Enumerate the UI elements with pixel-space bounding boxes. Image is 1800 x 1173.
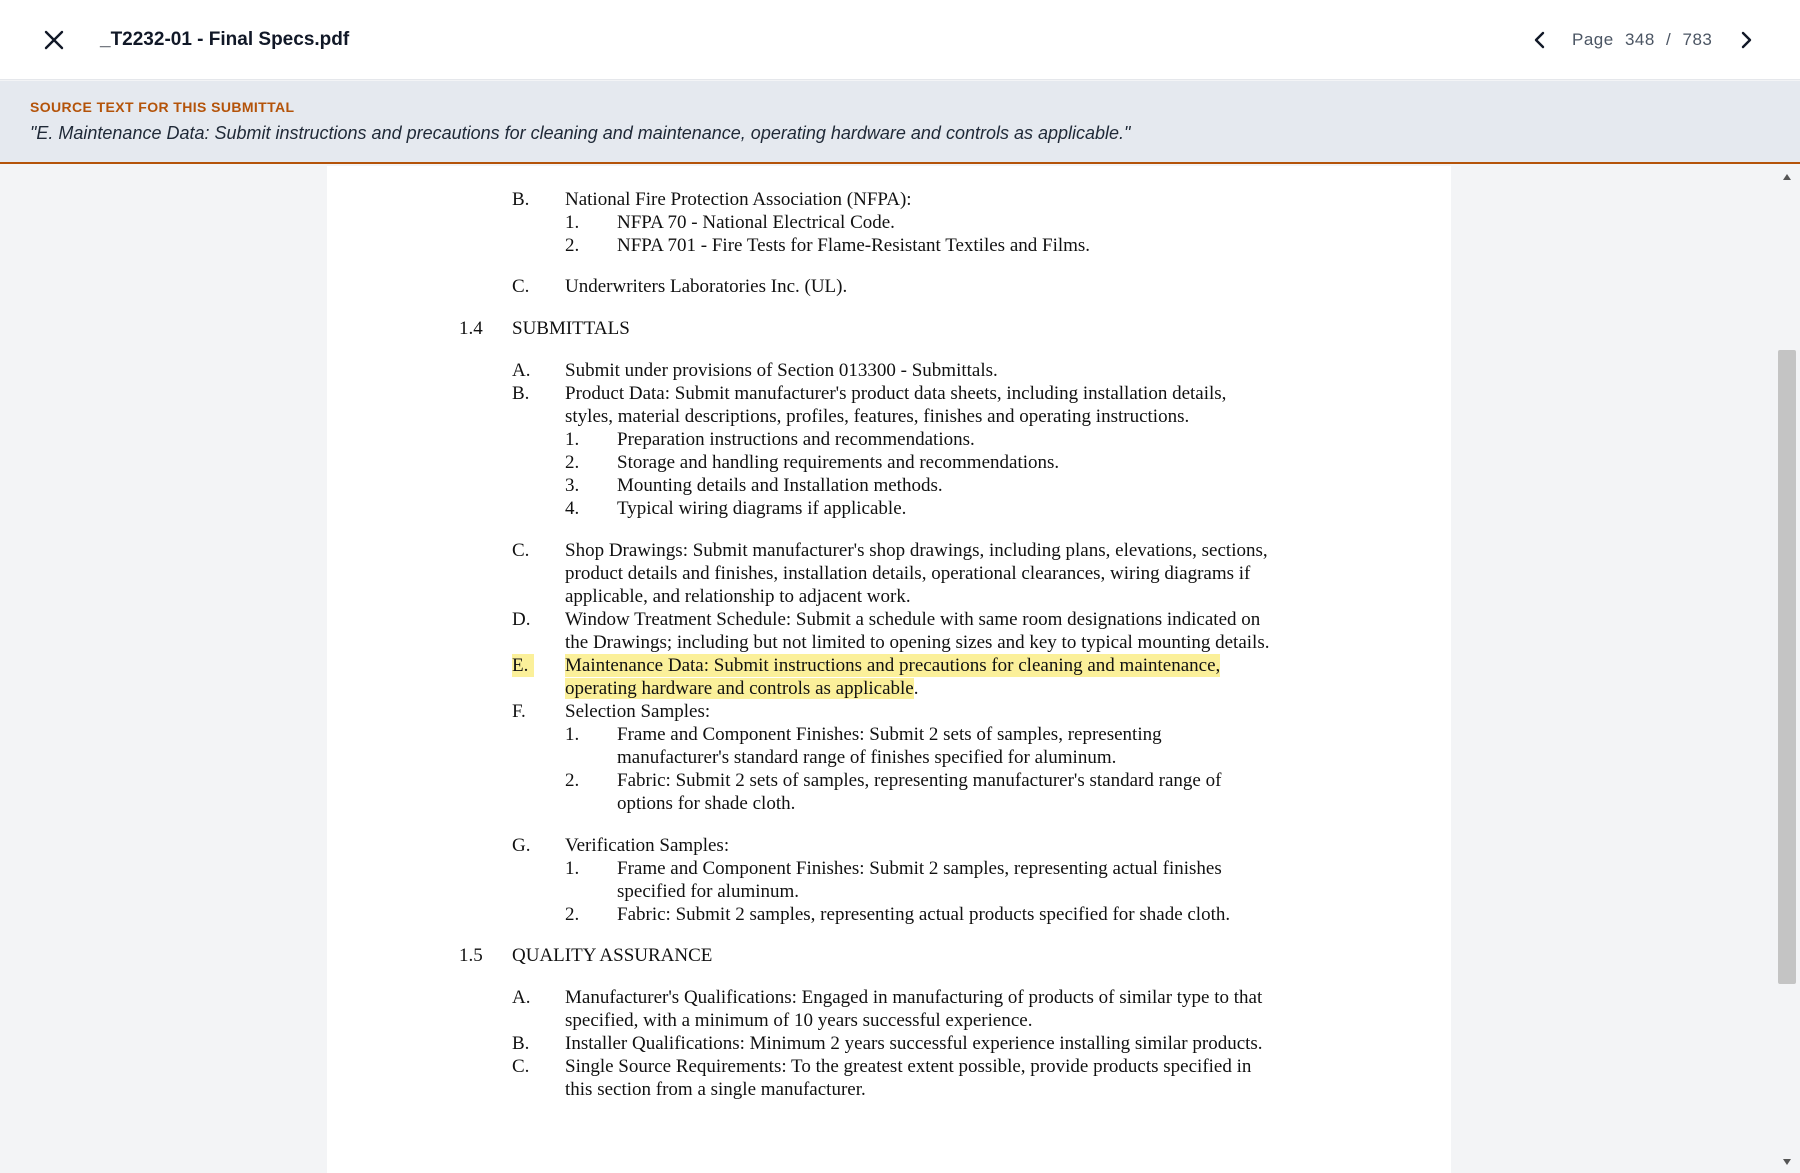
list-item-text: applicable, and relationship to adjacent work.	[565, 586, 911, 607]
current-page-number[interactable]: 348	[1624, 30, 1655, 49]
list-item-text: Underwriters Laboratories Inc. (UL).	[565, 276, 848, 297]
list-item-text: manufacturer's standard range of finishes specified for aluminum.	[617, 747, 1117, 768]
total-pages: 783	[1682, 30, 1713, 49]
page-separator: /	[1666, 30, 1672, 49]
list-letter: D.	[512, 609, 531, 630]
list-number: 2.	[565, 770, 580, 791]
close-button[interactable]	[36, 22, 72, 58]
list-item-text: Preparation instructions and recommendations.	[617, 429, 975, 450]
list-item-text: this section from a single manufacturer.	[565, 1079, 866, 1100]
scroll-down-button[interactable]	[1780, 1155, 1794, 1169]
chevron-right-icon	[1739, 31, 1753, 49]
next-page-button[interactable]	[1730, 24, 1762, 56]
highlighted-list-letter: E.	[512, 654, 534, 677]
list-letter: G.	[512, 835, 531, 856]
list-letter: C.	[512, 276, 530, 297]
list-number: 2.	[565, 235, 580, 256]
list-number: 2.	[565, 904, 580, 925]
triangle-up-icon	[1782, 173, 1792, 181]
list-number: 2.	[565, 452, 580, 473]
list-item-text: Single Source Requirements: To the greatest extent possible, provide products specified in	[565, 1056, 1252, 1077]
page-navigator	[1500, 0, 1800, 80]
source-text-label: SOURCE TEXT FOR THIS SUBMITTAL	[30, 99, 295, 115]
list-item-text: Manufacturer's Qualifications: Engaged in manufacturing of products of similar type to that	[565, 987, 1263, 1008]
highlighted-source-text[interactable]: Maintenance Data: Submit instructions and precautions for cleaning and maintenance,	[565, 655, 1221, 676]
list-item-text: National Fire Protection Association (NFPA):	[565, 189, 912, 210]
previous-page-button[interactable]	[1524, 24, 1556, 56]
list-letter: A.	[512, 987, 531, 1008]
list-item-text: Product Data: Submit manufacturer's product data sheets, including installation details,	[565, 383, 1227, 404]
list-item-text: specified, with a minimum of 10 years successful experience.	[565, 1010, 1033, 1031]
list-item-text: Frame and Component Finishes: Submit 2 samples, representing actual finishes	[617, 858, 1222, 879]
list-item-text: product details and finishes, installation details, operational clearances, wiring diagrams if	[565, 563, 1251, 584]
list-item-text: Fabric: Submit 2 sets of samples, representing manufacturer's standard range of	[617, 770, 1222, 791]
list-item-text: Selection Samples:	[565, 701, 711, 722]
list-item-text: NFPA 70 - National Electrical Code.	[617, 212, 895, 233]
list-item-text: Verification Samples:	[565, 835, 730, 856]
list-item-text: Fabric: Submit 2 samples, representing actual products specified for shade cloth.	[617, 904, 1231, 925]
highlighted-source-text-line	[565, 677, 918, 700]
page-label: Page	[1572, 30, 1614, 49]
list-item-text: Shop Drawings: Submit manufacturer's shop drawings, including plans, elevations, sections,	[565, 540, 1268, 561]
list-letter: B.	[512, 1033, 530, 1054]
triangle-down-icon	[1782, 1158, 1792, 1166]
file-title: _T2232-01 - Final Specs.pdf	[100, 29, 350, 50]
page-indicator	[1572, 0, 1718, 80]
list-item-text: Installer Qualifications: Minimum 2 years successful experience installing similar products.	[565, 1033, 1263, 1054]
list-item-text: NFPA 701 - Fire Tests for Flame-Resistant Textiles and Films.	[617, 235, 1091, 256]
scroll-up-button[interactable]	[1780, 170, 1794, 184]
list-item-text: the Drawings; including but not limited to opening sizes and key to typical mounting details.	[565, 632, 1270, 653]
list-number: 3.	[565, 475, 580, 496]
list-item-text: specified for aluminum.	[617, 881, 800, 902]
list-number: 1.	[565, 858, 580, 879]
list-item-text: Submit under provisions of Section 013300 - Submittals.	[565, 360, 998, 381]
section-title: QUALITY ASSURANCE	[512, 945, 713, 966]
list-item-text: options for shade cloth.	[617, 793, 796, 814]
list-letter: B.	[512, 383, 530, 404]
list-letter: C.	[512, 540, 530, 561]
list-letter: F.	[512, 701, 526, 722]
list-item-text: styles, material descriptions, profiles, features, finishes and operating instructions.	[565, 406, 1190, 427]
list-number: 1.	[565, 212, 580, 233]
pdf-page	[327, 166, 1451, 1173]
list-item-text: Frame and Component Finishes: Submit 2 sets of samples, representing	[617, 724, 1162, 745]
sentence-period: .	[913, 678, 919, 699]
source-text-quote: "E. Maintenance Data: Submit instructions and precautions for cleaning and maintenance, operating hardware and controls as applicable."	[30, 123, 1131, 143]
list-number: 1.	[565, 429, 580, 450]
list-item-text: Storage and handling requirements and recommendations.	[617, 452, 1060, 473]
vertical-scrollbar[interactable]	[1774, 166, 1800, 1173]
section-number: 1.4	[459, 318, 483, 339]
section-number: 1.5	[459, 945, 483, 966]
section-title: SUBMITTALS	[512, 318, 630, 339]
list-item-text: Mounting details and Installation methods.	[617, 475, 943, 496]
close-icon	[43, 29, 65, 51]
scrollbar-thumb[interactable]	[1778, 350, 1796, 984]
pdf-viewer[interactable]	[0, 166, 1800, 1173]
viewer-toolbar	[0, 0, 1800, 80]
chevron-left-icon	[1533, 31, 1547, 49]
list-letter: B.	[512, 189, 530, 210]
list-item-text: Typical wiring diagrams if applicable.	[617, 498, 907, 519]
highlighted-source-text[interactable]: operating hardware and controls as applicable	[565, 678, 914, 699]
list-number: 1.	[565, 724, 580, 745]
list-letter: C.	[512, 1056, 530, 1077]
list-item-text: Window Treatment Schedule: Submit a schedule with same room designations indicated on	[565, 609, 1261, 630]
list-number: 4.	[565, 498, 580, 519]
list-letter: A.	[512, 360, 531, 381]
source-text-banner	[0, 81, 1800, 164]
